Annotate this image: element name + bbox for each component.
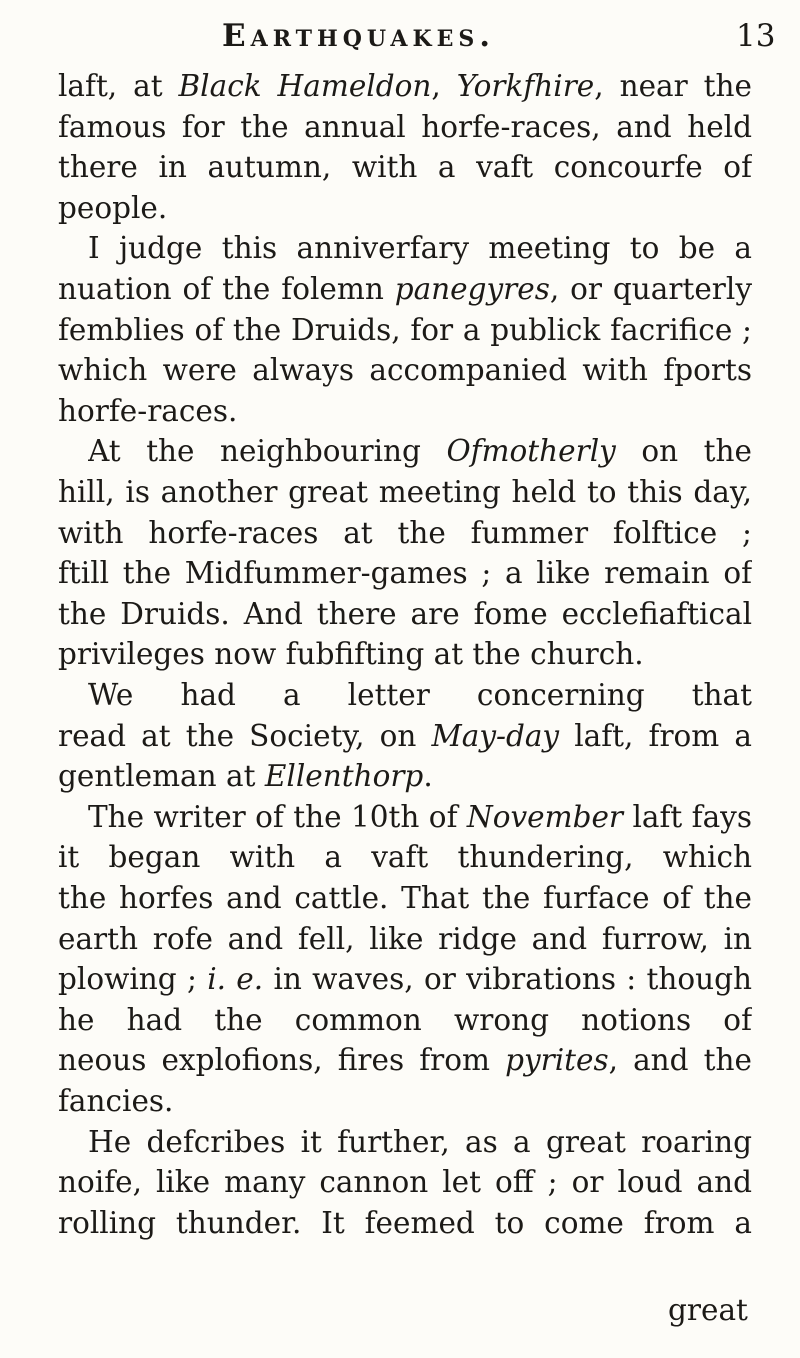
running-title: Earthquakes.	[222, 18, 496, 54]
text-segment: which were always accompanied with fports	[58, 353, 752, 388]
text-line	[58, 513, 752, 553]
text-segment: it began with a vaft thundering, which	[58, 840, 752, 875]
text-segment: read at the Society, on	[58, 718, 432, 753]
text-segment: rolling thunder. It feemed to come from a	[58, 1205, 752, 1240]
text-line	[58, 350, 752, 390]
text-segment: there in autumn, with a vaft concourfe of	[58, 150, 752, 185]
text-line	[58, 716, 752, 756]
text-segment: people.	[58, 190, 168, 225]
text-segment: famous for the annual horfe-races, and held	[58, 109, 752, 144]
text-segment: ftill the Midfummer-games ; a like remain of	[58, 556, 752, 591]
italic-segment: November	[466, 799, 624, 834]
text-line	[58, 147, 752, 187]
text-line	[58, 634, 644, 674]
text-segment: .	[423, 759, 433, 794]
text-line	[58, 553, 752, 593]
text-line	[58, 1040, 752, 1080]
text-segment: laft, from a	[559, 718, 752, 753]
italic-segment: Black Hameldon	[178, 69, 432, 103]
italic-segment: Ellenthorp	[264, 759, 424, 794]
text-line	[58, 66, 752, 106]
text-line	[58, 756, 433, 796]
text-segment: The writer of the 10th of	[88, 799, 467, 834]
text-segment: femblies of the Druids, for a publick facrifice ;	[58, 312, 752, 347]
text-segment: At the neighbouring	[88, 434, 447, 469]
text-segment: the horfes and cattle. That the furface of the	[58, 881, 752, 915]
text-segment: , and the	[608, 1043, 752, 1078]
text-line	[58, 1081, 173, 1121]
page-header	[0, 18, 800, 68]
text-segment: laft, at	[58, 69, 179, 103]
text-segment: nuation of the folemn	[58, 272, 395, 306]
text-segment: the Druids. And there are fome ecclefiaftical	[58, 596, 752, 631]
page-number: 13	[736, 18, 776, 54]
text-segment: with horfe-races at the fummer folftice ;	[58, 515, 752, 550]
text-line	[88, 797, 752, 837]
text-segment: horfe-races.	[58, 393, 238, 428]
text-line	[58, 107, 752, 147]
text-segment: , near the	[594, 69, 752, 103]
text-segment: privileges now fubfifting at the church.	[58, 637, 644, 672]
text-line	[58, 959, 752, 999]
text-segment: ,	[431, 69, 457, 103]
text-line	[88, 675, 752, 715]
text-line	[58, 391, 237, 431]
text-line	[58, 837, 752, 877]
text-segment: We had a letter concerning that	[88, 678, 752, 712]
text-segment: gentleman at	[58, 759, 265, 794]
text-segment: laft fays	[623, 799, 752, 834]
italic-segment: pyrites	[505, 1043, 609, 1078]
italic-segment: i. e.	[207, 962, 264, 997]
text-segment: earth rofe and fell, like ridge and furrow, in	[58, 921, 752, 956]
text-line	[58, 1000, 752, 1040]
text-segment: I judge this anniverfary meeting to be a	[88, 231, 752, 266]
italic-segment: May-day	[431, 718, 560, 753]
text-segment: noife, like many cannon let off ; or loud and	[58, 1165, 752, 1200]
text-line	[88, 1122, 752, 1162]
text-line	[58, 472, 752, 512]
text-segment: hill, is another great meeting held to this day,	[58, 475, 752, 509]
italic-segment: panegyres	[394, 272, 550, 306]
text-segment: fancies.	[58, 1084, 174, 1118]
text-line	[58, 310, 752, 350]
text-segment: he had the common wrong notions of	[58, 1002, 752, 1037]
text-line	[88, 228, 752, 268]
text-line	[58, 878, 752, 918]
italic-segment: Ofmotherly	[446, 434, 616, 469]
catchword: great	[668, 1293, 748, 1327]
text-segment: on the	[641, 434, 752, 469]
text-line	[58, 594, 752, 634]
text-line	[58, 269, 752, 309]
text-segment: in waves, or vibrations : though	[263, 962, 752, 997]
text-line	[58, 188, 167, 228]
italic-segment: Yorkfhire	[456, 69, 595, 103]
text-line	[58, 1162, 752, 1202]
text-segment: neous explofions, fires from	[58, 1043, 506, 1078]
text-segment: , or quarterly	[549, 272, 752, 306]
text-line	[88, 431, 752, 471]
text-segment: plowing ;	[58, 962, 208, 997]
text-line	[58, 1203, 752, 1243]
text-segment: He defcribes it further, as a great roaring	[88, 1124, 752, 1159]
text-line	[58, 919, 752, 959]
